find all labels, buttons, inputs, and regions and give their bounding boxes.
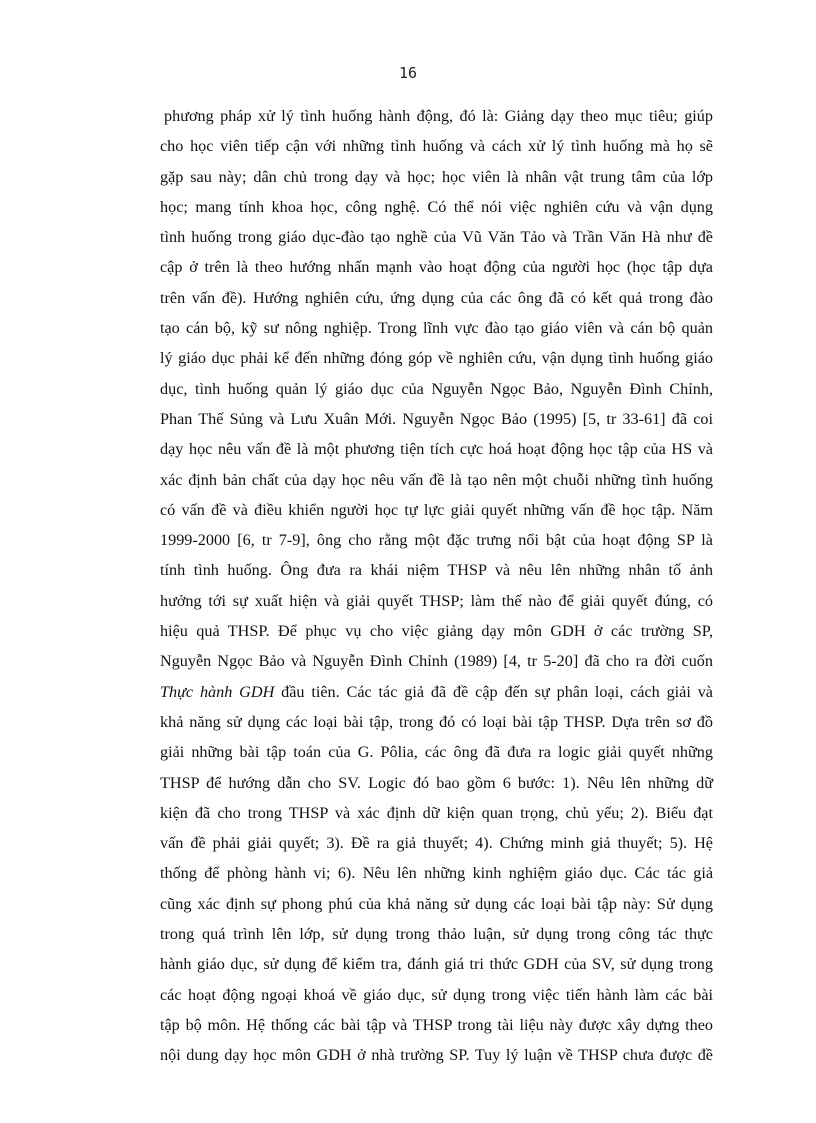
text-line: lý giáo dục phải kể đến những đóng góp về nghiên cứu, vận dụng tình huống giáo xyxy=(160,349,713,368)
text-line: Thực hành GDH đầu tiên. Các tác giả đã đề cập đến sự phân loại, cách giải và xyxy=(160,682,713,701)
text-line: hưởng tới sự xuất hiện và giải quyết THSP; làm thế nào để giải quyết đúng, có xyxy=(160,591,713,610)
text-line: vấn đề phải giải quyết; 3). Đề ra giả thuyết; 4). Chứng minh giả thuyết; 5). Hệ xyxy=(160,834,713,853)
text-line: nội dung dạy học môn GDH ở nhà trường SP. Tuy lý luận về THSP chưa được đề xyxy=(160,1046,713,1065)
text-line: các hoạt động ngoại khoá về giáo dục, sử dụng trong việc tiến hành làm các bài xyxy=(160,985,713,1004)
text-line: dục, tình huống quản lý giáo dục của Nguyễn Ngọc Bảo, Nguyễn Đình Chỉnh, xyxy=(160,379,713,398)
text-line: có vấn đề và điều khiển người học tự lực giải quyết những vấn đề học tập. Năm xyxy=(160,500,713,519)
text-line: tạo cán bộ, kỹ sư nông nghiệp. Trong lĩnh vực đào tạo giáo viên và cán bộ quản xyxy=(160,319,713,338)
text-line: trên vấn đề). Hướng nghiên cứu, ứng dụng của các ông đã có kết quả trong đào xyxy=(160,288,713,307)
text-line: giải những bài tập toán của G. Pôlia, các ông đã đưa ra logic giải quyết những xyxy=(160,743,713,762)
text-line: phương pháp xử lý tình huống hành động, đó là: Giảng dạy theo mục tiêu; giúp xyxy=(164,107,713,125)
text-line: hiệu quả THSP. Để phục vụ cho việc giảng dạy môn GDH ở các trường SP, xyxy=(160,622,713,641)
text-line: 1999-2000 [6, tr 7-9], ông cho rằng một đặc trưng nổi bật của hoạt động SP là xyxy=(160,531,713,550)
text-line: xác định bản chất của dạy học nêu vấn đề là tạo nên một chuỗi những tình huống xyxy=(160,470,713,489)
text-line: tập bộ môn. Hệ thống các bài tập và THSP trong tài liệu này được xây dựng theo xyxy=(160,1015,713,1034)
text-line: hành giáo dục, sử dụng để kiểm tra, đánh giá tri thức GDH của SV, sử dụng trong xyxy=(160,955,713,974)
text-line: thống để phòng hành vi; 6). Nêu lên những kinh nghiệm giáo dục. Các tác giả xyxy=(160,864,713,883)
text-line: tính tình huống. Ông đưa ra khái niệm THSP và nêu lên những nhân tố ảnh xyxy=(160,561,713,580)
text-line: học; mang tính khoa học, công nghệ. Có thể nói việc nghiên cứu và vận dụng xyxy=(160,197,713,216)
text-line: kiện đã cho trong THSP và xác định dữ kiện quan trọng, chủ yếu; 2). Biểu đạt xyxy=(160,803,713,822)
text-line: cập ở trên là theo hướng nhấn mạnh vào hoạt động của người học (học tập dựa xyxy=(160,258,713,277)
page-number: 16 xyxy=(398,64,418,82)
text-line: tình huống trong giáo dục-đào tạo nghề của Vũ Văn Tảo và Trần Văn Hà như đề xyxy=(160,228,713,247)
text-line: trong quá trình lên lớp, sử dụng trong thảo luận, sử dụng trong công tác thực xyxy=(160,925,713,944)
text-line: Phan Thế Sủng và Lưu Xuân Mới. Nguyễn Ngọc Bảo (1995) [5, tr 33-61] đã coi xyxy=(160,409,713,428)
text-line: Nguyễn Ngọc Bảo và Nguyễn Đình Chỉnh (1989) [4, tr 5-20] đã cho ra đời cuốn xyxy=(160,652,713,671)
text-line: cũng xác định sự phong phú của khả năng sử dụng các loại bài tập này: Sử dụng xyxy=(160,894,713,913)
body-paragraph xyxy=(160,101,713,1071)
book-title: Thực hành GDH xyxy=(160,682,275,701)
text-line: gặp sau này; dân chủ trong dạy và học; học viên là nhân vật trung tâm của lớp xyxy=(160,167,713,186)
text-line: dạy học nêu vấn đề là một phương tiện tích cực hoá hoạt động học tập của HS và xyxy=(160,440,713,459)
text-line: cho học viên tiếp cận với những tình huống và cách xử lý tình huống mà họ sẽ xyxy=(160,137,713,156)
text-line: khả năng sử dụng các loại bài tập, trong đó có loại bài tập THSP. Dựa trên sơ đồ xyxy=(160,712,713,731)
text-line: THSP để hướng dẫn cho SV. Logic đó bao gồm 6 bước: 1). Nêu lên những dữ xyxy=(160,773,713,792)
